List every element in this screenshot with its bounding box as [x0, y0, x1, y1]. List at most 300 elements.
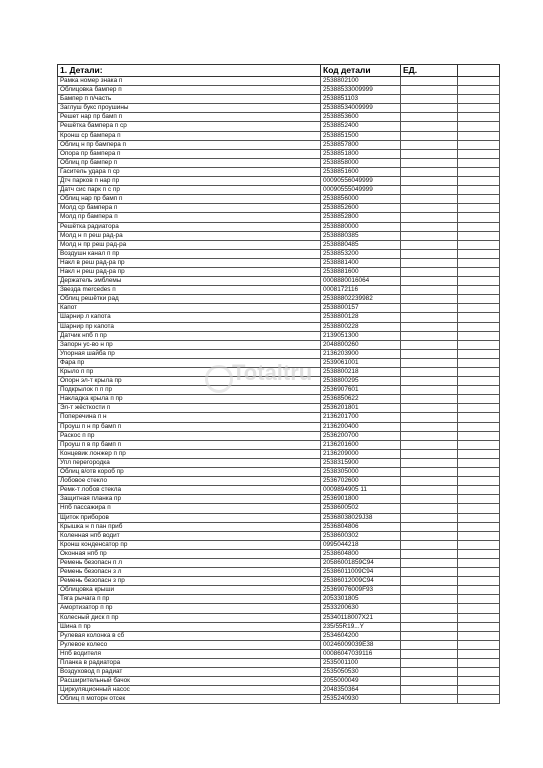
unit-cell — [401, 304, 458, 313]
part-name-cell: Молд н пр реш рад-ра — [58, 240, 321, 249]
extra-cell — [458, 167, 500, 176]
part-name-cell: Колесный диск п пр — [58, 613, 321, 622]
table-row — [58, 195, 500, 204]
part-code-cell: 2048350364 — [321, 686, 401, 695]
table-row — [58, 86, 500, 95]
part-code-cell: 2538800157 — [321, 304, 401, 313]
part-name-cell: Ремень безопасн п л — [58, 558, 321, 567]
part-code-cell: 2538858000 — [321, 158, 401, 167]
table-row — [58, 586, 500, 595]
unit-cell — [401, 531, 458, 540]
unit-cell — [401, 322, 458, 331]
table-row — [58, 322, 500, 331]
extra-cell — [458, 322, 500, 331]
unit-cell — [401, 440, 458, 449]
part-code-cell: 2538315900 — [321, 458, 401, 467]
table-row — [58, 495, 500, 504]
watermark-text: Totaltru — [232, 360, 313, 385]
unit-cell — [401, 613, 458, 622]
extra-cell — [458, 604, 500, 613]
unit-cell — [401, 122, 458, 131]
unit-cell — [401, 331, 458, 340]
part-name-cell: Эл-т жёсткости п — [58, 404, 321, 413]
extra-cell — [458, 549, 500, 558]
part-code-cell: 2055000049 — [321, 677, 401, 686]
unit-cell — [401, 313, 458, 322]
part-name-cell: Держатель эмблемы — [58, 277, 321, 286]
part-name-cell: Крыло п пр — [58, 368, 321, 377]
part-name-cell: Облиц решётки рад — [58, 295, 321, 304]
unit-cell — [401, 477, 458, 486]
unit-cell — [401, 558, 458, 567]
header-part-name: 1. Детали: — [58, 65, 321, 77]
part-name-cell: Проуш п н пр бамп п — [58, 422, 321, 431]
unit-cell — [401, 267, 458, 276]
extra-cell — [458, 613, 500, 622]
part-code-cell: 2538802100 — [321, 77, 401, 86]
part-name-cell: Упл перегородка — [58, 458, 321, 467]
part-name-cell: Капот — [58, 304, 321, 313]
extra-cell — [458, 404, 500, 413]
extra-cell — [458, 140, 500, 149]
table-row — [58, 558, 500, 567]
part-code-cell: 2538857800 — [321, 140, 401, 149]
watermark-logo-icon — [205, 365, 233, 393]
part-code-cell: 2535001100 — [321, 659, 401, 668]
unit-cell — [401, 668, 458, 677]
unit-cell — [401, 177, 458, 186]
part-name-cell: Поперечина п н — [58, 413, 321, 422]
extra-cell — [458, 504, 500, 513]
part-code-cell: 25388533009999 — [321, 86, 401, 95]
extra-cell — [458, 349, 500, 358]
table-row — [58, 668, 500, 677]
part-code-cell: 2538851600 — [321, 167, 401, 176]
extra-cell — [458, 431, 500, 440]
part-code-cell: 2538600302 — [321, 531, 401, 540]
extra-cell — [458, 104, 500, 113]
part-code-cell: 2538880385 — [321, 231, 401, 240]
table-row — [58, 113, 500, 122]
extra-cell — [458, 195, 500, 204]
unit-cell — [401, 167, 458, 176]
unit-cell — [401, 413, 458, 422]
unit-cell — [401, 386, 458, 395]
table-row — [58, 622, 500, 631]
unit-cell — [401, 586, 458, 595]
part-name-cell: Молд н п реш рад-ра — [58, 231, 321, 240]
table-body — [58, 77, 500, 704]
extra-cell — [458, 422, 500, 431]
part-code-cell: 2538881400 — [321, 258, 401, 267]
extra-cell — [458, 222, 500, 231]
extra-cell — [458, 295, 500, 304]
extra-cell — [458, 158, 500, 167]
header-unit: ЕД. — [401, 65, 458, 77]
part-code-cell: 2534604200 — [321, 631, 401, 640]
extra-cell — [458, 131, 500, 140]
unit-cell — [401, 195, 458, 204]
part-name-cell: Опора пр бампера п — [58, 149, 321, 158]
part-code-cell: 2533200630 — [321, 604, 401, 613]
table-row — [58, 304, 500, 313]
part-name-cell: Решётка бампера п ср — [58, 122, 321, 131]
part-name-cell: Запорн ус-во н пр — [58, 340, 321, 349]
table-row — [58, 231, 500, 240]
part-name-cell: Датчик нпб п пр — [58, 331, 321, 340]
table-row — [58, 695, 500, 704]
part-code-cell: 2536200700 — [321, 431, 401, 440]
part-code-cell: 2536702600 — [321, 477, 401, 486]
part-name-cell: Расширительный бачок — [58, 677, 321, 686]
part-code-cell: 0009894905 11 — [321, 486, 401, 495]
table-row — [58, 440, 500, 449]
part-code-cell: 2538800295 — [321, 377, 401, 386]
extra-cell — [458, 440, 500, 449]
extra-cell — [458, 540, 500, 549]
part-name-cell: Шарнир л капота — [58, 313, 321, 322]
extra-cell — [458, 486, 500, 495]
part-name-cell: Шарнир пр капота — [58, 322, 321, 331]
extra-cell — [458, 640, 500, 649]
extra-cell — [458, 568, 500, 577]
table-row — [58, 222, 500, 231]
unit-cell — [401, 358, 458, 367]
table-row — [58, 204, 500, 213]
unit-cell — [401, 431, 458, 440]
table-row — [58, 258, 500, 267]
part-name-cell: Кронш конденсатор пр — [58, 540, 321, 549]
part-name-cell: Заглуш букс проушины — [58, 104, 321, 113]
unit-cell — [401, 540, 458, 549]
unit-cell — [401, 349, 458, 358]
part-code-cell: 2536804806 — [321, 522, 401, 531]
part-name-cell: Рулевая колонка в сб — [58, 631, 321, 640]
extra-cell — [458, 686, 500, 695]
part-name-cell: Рулевое колесо — [58, 640, 321, 649]
unit-cell — [401, 377, 458, 386]
part-name-cell: Фара пр — [58, 358, 321, 367]
table-row — [58, 177, 500, 186]
unit-cell — [401, 77, 458, 86]
part-name-cell: Решётка радиатора — [58, 222, 321, 231]
part-name-cell: Облиц в/отв короб пр — [58, 468, 321, 477]
part-name-cell: Облиц пр бампер п — [58, 158, 321, 167]
unit-cell — [401, 695, 458, 704]
extra-cell — [458, 631, 500, 640]
table-row — [58, 659, 500, 668]
extra-cell — [458, 477, 500, 486]
extra-cell — [458, 258, 500, 267]
table-row — [58, 340, 500, 349]
extra-cell — [458, 86, 500, 95]
extra-cell — [458, 186, 500, 195]
unit-cell — [401, 449, 458, 458]
part-name-cell: Облицовка крыши — [58, 586, 321, 595]
unit-cell — [401, 286, 458, 295]
extra-cell — [458, 313, 500, 322]
part-code-cell: 25369076009F93 — [321, 586, 401, 595]
extra-cell — [458, 267, 500, 276]
table-row — [58, 149, 500, 158]
part-code-cell: 25386012009C94 — [321, 577, 401, 586]
unit-cell — [401, 395, 458, 404]
part-code-cell: 2538851103 — [321, 95, 401, 104]
part-code-cell: 2538600502 — [321, 504, 401, 513]
table-row — [58, 504, 500, 513]
part-name-cell: Лобовое стекло — [58, 477, 321, 486]
unit-cell — [401, 295, 458, 304]
table-row — [58, 613, 500, 622]
part-code-cell: 00086047039116 — [321, 649, 401, 658]
part-code-cell: 2536901800 — [321, 495, 401, 504]
unit-cell — [401, 549, 458, 558]
extra-cell — [458, 622, 500, 631]
unit-cell — [401, 649, 458, 658]
table-row — [58, 540, 500, 549]
part-name-cell: Защитная планка пр — [58, 495, 321, 504]
part-code-cell: 2536907601 — [321, 386, 401, 395]
extra-cell — [458, 277, 500, 286]
part-name-cell: Нпб пассажира п — [58, 504, 321, 513]
table-row — [58, 513, 500, 522]
table-row — [58, 140, 500, 149]
part-name-cell: Молд пр бампера п — [58, 213, 321, 222]
part-code-cell: 2538880000 — [321, 222, 401, 231]
part-code-cell: 2538800128 — [321, 313, 401, 322]
part-code-cell: 25388534009999 — [321, 104, 401, 113]
table-row — [58, 458, 500, 467]
part-name-cell: Ремень безопасн з л — [58, 568, 321, 577]
part-code-cell: 2538305000 — [321, 468, 401, 477]
part-name-cell: Молд ср бампера п — [58, 204, 321, 213]
table-row — [58, 386, 500, 395]
table-row — [58, 295, 500, 304]
unit-cell — [401, 231, 458, 240]
part-code-cell: 2053301805 — [321, 595, 401, 604]
unit-cell — [401, 368, 458, 377]
table-row — [58, 649, 500, 658]
unit-cell — [401, 659, 458, 668]
extra-cell — [458, 495, 500, 504]
part-name-cell: Накл в реш рад-ра пр — [58, 258, 321, 267]
unit-cell — [401, 213, 458, 222]
table-row — [58, 404, 500, 413]
part-code-cell: 2538800218 — [321, 368, 401, 377]
part-code-cell: 2538880485 — [321, 240, 401, 249]
table-row — [58, 331, 500, 340]
table-row — [58, 131, 500, 140]
part-code-cell: 2538604800 — [321, 549, 401, 558]
unit-cell — [401, 468, 458, 477]
unit-cell — [401, 131, 458, 140]
unit-cell — [401, 140, 458, 149]
header-part-code: Код детали — [321, 65, 401, 77]
part-name-cell: Опорн эл-т крыла пр — [58, 377, 321, 386]
unit-cell — [401, 595, 458, 604]
part-code-cell: 25388802239982 — [321, 295, 401, 304]
part-code-cell: 2136209000 — [321, 449, 401, 458]
part-code-cell: 2536850622 — [321, 395, 401, 404]
part-code-cell: 2538853600 — [321, 113, 401, 122]
part-name-cell: Коленная нпб водит — [58, 531, 321, 540]
part-code-cell: 00246009039E38 — [321, 640, 401, 649]
extra-cell — [458, 577, 500, 586]
part-code-cell: 25386011009C94 — [321, 568, 401, 577]
part-name-cell: Воздуховод п радиат — [58, 668, 321, 677]
extra-cell — [458, 249, 500, 258]
unit-cell — [401, 95, 458, 104]
unit-cell — [401, 104, 458, 113]
unit-cell — [401, 640, 458, 649]
unit-cell — [401, 622, 458, 631]
unit-cell — [401, 495, 458, 504]
table-row — [58, 277, 500, 286]
table-row — [58, 349, 500, 358]
part-name-cell: Проуш п в пр бамп п — [58, 440, 321, 449]
extra-cell — [458, 304, 500, 313]
table-row — [58, 240, 500, 249]
extra-cell — [458, 340, 500, 349]
extra-cell — [458, 177, 500, 186]
part-name-cell: Раскос п пр — [58, 431, 321, 440]
extra-cell — [458, 204, 500, 213]
part-code-cell: 2539061001 — [321, 358, 401, 367]
unit-cell — [401, 458, 458, 467]
part-name-cell: Гаситель удара п ср — [58, 167, 321, 176]
table-row — [58, 395, 500, 404]
part-name-cell: Воздушн канал п пр — [58, 249, 321, 258]
extra-cell — [458, 395, 500, 404]
part-name-cell: Ремень безопасн з пр — [58, 577, 321, 586]
extra-cell — [458, 531, 500, 540]
extra-cell — [458, 695, 500, 704]
extra-cell — [458, 113, 500, 122]
extra-cell — [458, 331, 500, 340]
extra-cell — [458, 368, 500, 377]
extra-cell — [458, 449, 500, 458]
extra-cell — [458, 668, 500, 677]
table-row — [58, 449, 500, 458]
part-code-cell: 2538852800 — [321, 213, 401, 222]
table-row — [58, 267, 500, 276]
part-name-cell: Нпб водителя — [58, 649, 321, 658]
table-row — [58, 686, 500, 695]
table-row — [58, 549, 500, 558]
unit-cell — [401, 486, 458, 495]
part-name-cell: Концевик лонжер п пр — [58, 449, 321, 458]
table-row — [58, 186, 500, 195]
part-name-cell: Облиц п моторн отсек — [58, 695, 321, 704]
table-row — [58, 522, 500, 531]
unit-cell — [401, 422, 458, 431]
extra-cell — [458, 286, 500, 295]
part-name-cell: Бампер п п/часть — [58, 95, 321, 104]
part-name-cell: Решет нар пр бамп п — [58, 113, 321, 122]
part-name-cell: Шина п пр — [58, 622, 321, 631]
table-row — [58, 568, 500, 577]
part-name-cell: Звезда mercedes п — [58, 286, 321, 295]
table-header-row — [58, 65, 500, 77]
table-row — [58, 468, 500, 477]
unit-cell — [401, 249, 458, 258]
extra-cell — [458, 558, 500, 567]
part-code-cell: 2136200400 — [321, 422, 401, 431]
part-name-cell: Облицовка бампер п — [58, 86, 321, 95]
unit-cell — [401, 604, 458, 613]
table-row — [58, 604, 500, 613]
part-code-cell: 2538800228 — [321, 322, 401, 331]
part-code-cell: 0008880016064 — [321, 277, 401, 286]
unit-cell — [401, 631, 458, 640]
part-name-cell: Тяга рычага п пр — [58, 595, 321, 604]
part-name-cell: Датч сис парк п с пр — [58, 186, 321, 195]
table-row — [58, 413, 500, 422]
part-code-cell: 2136201700 — [321, 413, 401, 422]
part-name-cell: Рамка номер знака п — [58, 77, 321, 86]
part-code-cell: 2538856000 — [321, 195, 401, 204]
table-row — [58, 95, 500, 104]
part-name-cell: Крышка н п пан приб — [58, 522, 321, 531]
part-code-cell: 00090556049999 — [321, 177, 401, 186]
part-name-cell: Оконная нпб пр — [58, 549, 321, 558]
unit-cell — [401, 113, 458, 122]
extra-cell — [458, 468, 500, 477]
table-row — [58, 531, 500, 540]
table-row — [58, 313, 500, 322]
part-name-cell: Планка в радиатора — [58, 659, 321, 668]
extra-cell — [458, 413, 500, 422]
table-row — [58, 477, 500, 486]
part-name-cell: Ремк-т лобов стекла — [58, 486, 321, 495]
extra-cell — [458, 386, 500, 395]
part-name-cell: Накладка крыла п пр — [58, 395, 321, 404]
extra-cell — [458, 522, 500, 531]
part-code-cell: 0008172116 — [321, 286, 401, 295]
unit-cell — [401, 86, 458, 95]
part-code-cell: 2535050530 — [321, 668, 401, 677]
part-name-cell: Упорная шайба пр — [58, 349, 321, 358]
unit-cell — [401, 340, 458, 349]
extra-cell — [458, 122, 500, 131]
part-code-cell: 00090555049999 — [321, 186, 401, 195]
part-name-cell: Кронш ср бампера п — [58, 131, 321, 140]
header-extra — [458, 65, 500, 77]
extra-cell — [458, 659, 500, 668]
part-code-cell: 2538853200 — [321, 249, 401, 258]
part-code-cell: 235/55R19...Y — [321, 622, 401, 631]
table-row — [58, 640, 500, 649]
table-row — [58, 286, 500, 295]
table-row — [58, 77, 500, 86]
extra-cell — [458, 677, 500, 686]
extra-cell — [458, 231, 500, 240]
unit-cell — [401, 258, 458, 267]
extra-cell — [458, 586, 500, 595]
part-code-cell: 2535240930 — [321, 695, 401, 704]
part-code-cell: 2538881600 — [321, 267, 401, 276]
unit-cell — [401, 240, 458, 249]
unit-cell — [401, 149, 458, 158]
table-row — [58, 213, 500, 222]
unit-cell — [401, 277, 458, 286]
extra-cell — [458, 213, 500, 222]
part-name-cell: Накл н реш рад-ра пр — [58, 267, 321, 276]
unit-cell — [401, 577, 458, 586]
table-row — [58, 167, 500, 176]
extra-cell — [458, 77, 500, 86]
table-row — [58, 677, 500, 686]
